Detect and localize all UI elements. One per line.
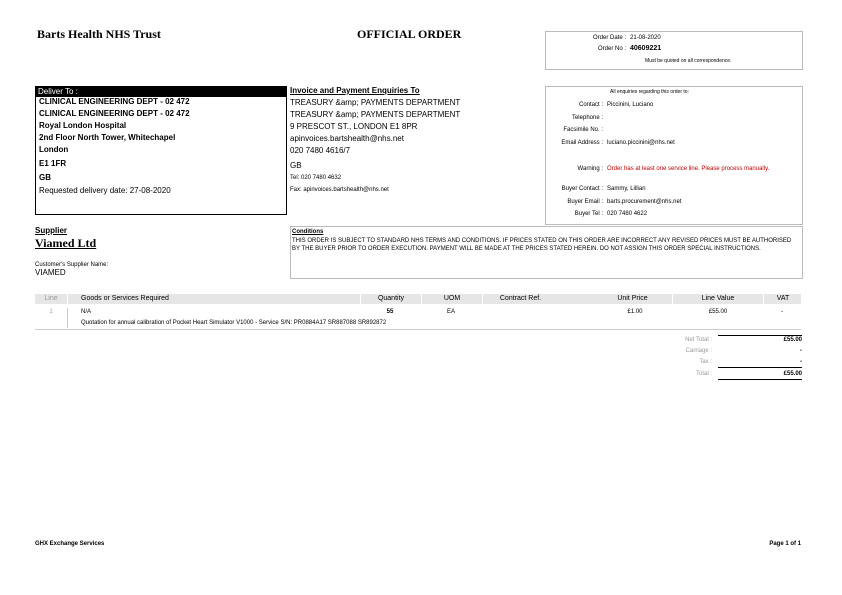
- enquiries-note: All enquiries regarding this order to:: [610, 89, 689, 95]
- deliver-line-3: Royal London Hospital: [39, 121, 127, 130]
- row-quantity: 55: [386, 309, 394, 315]
- deliver-line-7: GB: [39, 173, 51, 182]
- invoice-tel: Tel: 020 7480 4632: [290, 175, 342, 181]
- order-no-label: Order No :: [597, 46, 626, 52]
- trust-name: Barts Health NHS Trust: [37, 27, 161, 41]
- invoice-line-2: TREASURY &amp; PAYMENTS DEPARTMENT: [290, 110, 461, 119]
- invoice-fax: Fax: apinvoices.bartshealth@nhs.net: [290, 187, 389, 193]
- facsimile-label: Facsimile No. :: [563, 127, 603, 133]
- net-total-label: Net Total :: [685, 337, 712, 343]
- deliver-line-1: CLINICAL ENGINEERING DEPT - 02 472: [39, 97, 190, 106]
- buyer-contact-value: Sammy, Lillian: [607, 186, 646, 192]
- net-total-value: £55.00: [783, 337, 802, 343]
- carriage-value: -: [800, 348, 802, 354]
- table-header: [35, 294, 801, 304]
- invoice-line-3: 9 PRESCOT ST., LONDON E1 8PR: [290, 122, 418, 131]
- requested-delivery-date: Requested delivery date: 27-08-2020: [39, 186, 171, 195]
- deliver-to-heading: Deliver To :: [36, 87, 286, 97]
- table-row: [35, 307, 801, 330]
- supplier-heading: Supplier: [35, 226, 68, 235]
- telephone-label: Telephone :: [571, 115, 603, 121]
- order-info-box: [545, 31, 803, 70]
- col-vat: VAT: [763, 294, 802, 304]
- enquiries-box: [545, 86, 803, 225]
- invoice-country: GB: [290, 161, 302, 170]
- invoice-section: [290, 86, 545, 194]
- order-date-label: Order Date :: [592, 35, 626, 41]
- conditions-heading: Conditions: [292, 229, 324, 235]
- warning-value: Order has at least one service line. Please process manually.: [607, 166, 770, 172]
- buyer-email-value: barts.procurement@nhs.net: [607, 199, 682, 205]
- conditions-text: THIS ORDER IS SUBJECT TO STANDARD NHS TERMS AND CONDITIONS. IF PRICES STATED ON THIS ORDER ARE INCORRECT ANY REVISED PRICES MUST BE AUTHORISED BY THE BUYER PRIOR TO ORDER EXECUTION. PAYMENT WILL BE MADE AT THE PRICES STATED HEREIN. DO NOT ASSIGN THIS ORDER SPECIAL INSTRUCTIONS.: [292, 238, 792, 252]
- supplier-name: Viamed Ltd: [35, 236, 97, 250]
- row-vat: -: [781, 309, 783, 315]
- order-no: 40609221: [630, 45, 662, 52]
- invoice-line-5: 020 7480 4616/7: [290, 146, 351, 155]
- tax-value: -: [800, 359, 802, 365]
- total-label: Total :: [695, 371, 712, 377]
- col-unit-price: Unit Price: [617, 295, 648, 302]
- customer-supplier-label: Customer's Supplier Name:: [35, 262, 109, 268]
- contact-value: Piccinini, Luciano: [607, 102, 654, 108]
- deliver-line-5: London: [39, 145, 69, 154]
- invoice-heading: Invoice and Payment Enquiries To: [290, 86, 420, 95]
- col-contract-ref: Contract Ref.: [482, 294, 558, 304]
- tax-rule: [718, 367, 802, 368]
- buyer-email-label: Buyer Email :: [567, 199, 603, 205]
- total-rule: [718, 379, 802, 380]
- invoice-line-1: TREASURY &amp; PAYMENTS DEPARTMENT: [290, 98, 461, 107]
- email-label: Email Address :: [561, 140, 603, 146]
- deliver-line-2: CLINICAL ENGINEERING DEPT - 02 472: [39, 109, 190, 118]
- footer-left: GHX Exchange Services: [35, 541, 105, 547]
- row-line-value: £55.00: [708, 309, 728, 315]
- buyer-tel-label: Buyer Tel :: [574, 211, 603, 217]
- conditions-box: [290, 226, 803, 279]
- carriage-label: Carriage :: [685, 348, 712, 354]
- row-line-number: 1: [35, 308, 68, 328]
- col-line: Line: [35, 294, 68, 304]
- col-goods: Goods or Services Required: [81, 295, 169, 302]
- footer-page-number: Page 1 of 1: [769, 541, 801, 547]
- tax-label: Tax :: [699, 359, 712, 365]
- deliver-line-6: E1 1FR: [39, 159, 67, 168]
- buyer-contact-label: Buyer Contact :: [561, 186, 603, 192]
- order-title: OFFICIAL ORDER: [357, 27, 462, 41]
- row-uom: EA: [446, 309, 455, 315]
- invoice-line-4: apinvoices.bartshealth@nhs.net: [290, 134, 404, 143]
- contact-label: Contact :: [578, 102, 603, 108]
- net-total-rule: [718, 335, 802, 336]
- buyer-tel-value: 020 7480 4622: [607, 211, 648, 217]
- order-date: 21-08-2020: [630, 35, 661, 41]
- deliver-to-box: [35, 86, 287, 215]
- deliver-line-4: 2nd Floor North Tower, Whitechapel: [39, 133, 176, 142]
- row-description: Quotation for annual calibration of Pocket Heart Simulator V1000 - Service S/N: PR0884A17 SR887088 SR892872: [81, 320, 387, 326]
- email-value: luciano.piccinini@nhs.net: [607, 140, 675, 146]
- order-note: Must be quoted on all correspondence.: [645, 58, 732, 64]
- col-quantity: Quantity: [360, 294, 421, 304]
- col-uom: UOM: [421, 294, 482, 304]
- row-unit-price: £1.00: [627, 309, 643, 315]
- customer-supplier-name: VIAMED: [35, 268, 66, 277]
- total-value: £55.00: [783, 371, 802, 377]
- row-goods: N/A: [81, 309, 92, 315]
- col-line-value: Line Value: [672, 294, 763, 304]
- warning-label: Warning :: [577, 166, 603, 172]
